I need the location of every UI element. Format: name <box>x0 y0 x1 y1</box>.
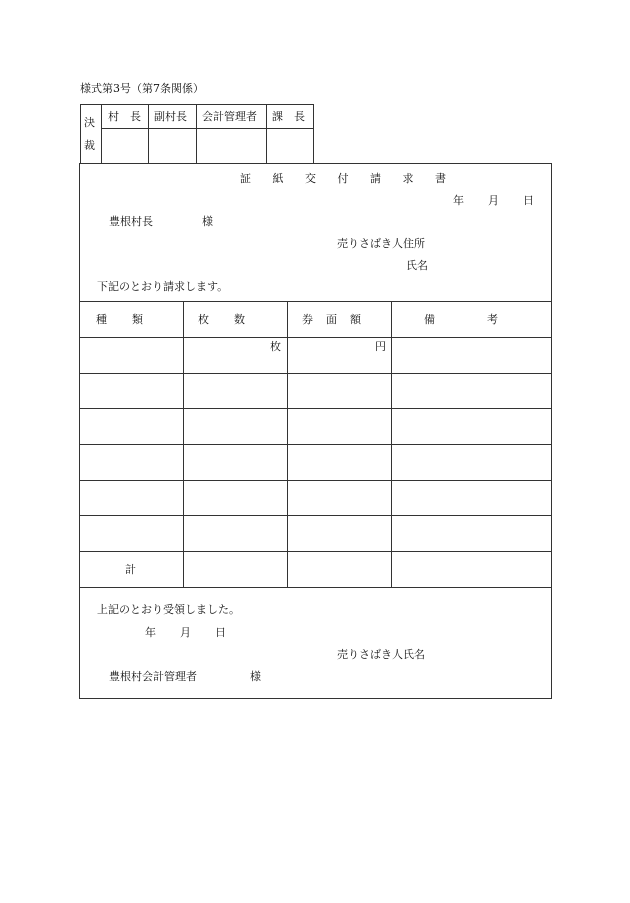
receipt-text: 上記のとおり受領しました。 <box>97 603 240 616</box>
receipt-month: 月 <box>180 626 191 639</box>
addressee-honorific: 様 <box>202 215 213 228</box>
total-label: 計 <box>125 563 136 576</box>
approval-label-2: 裁 <box>84 139 95 152</box>
unit-yen: 円 <box>375 340 386 353</box>
seller-address-label: 売りさばき人住所 <box>337 237 425 250</box>
request-text: 下記のとおり請求します。 <box>97 280 229 293</box>
date-month: 月 <box>488 194 499 207</box>
approval-label-1: 決 <box>84 116 95 129</box>
form-title: 証 紙 交 付 請 求 書 <box>240 172 455 185</box>
receipt-year: 年 <box>145 626 156 639</box>
receipt-honorific: 様 <box>250 670 261 683</box>
approval-header-section-chief: 課 長 <box>272 110 305 123</box>
header-face-value: 券 面 額 <box>302 313 362 326</box>
form-number: 様式第3号（第7条関係） <box>80 82 204 95</box>
receipt-addressee-name: 豊根村会計管理者 <box>109 670 197 683</box>
date-year: 年 <box>453 194 464 207</box>
seller-name-label: 氏名 <box>406 259 428 272</box>
unit-sheets: 枚 <box>270 340 281 353</box>
header-type: 種 類 <box>96 313 144 326</box>
approval-header-deputy: 副村長 <box>154 110 187 123</box>
receipt-seller-name-label: 売りさばき人氏名 <box>337 648 425 661</box>
date-day: 日 <box>523 194 534 207</box>
receipt-day: 日 <box>215 626 226 639</box>
header-remarks: 備 考 <box>424 313 508 326</box>
approval-header-accounting: 会計管理者 <box>202 110 257 123</box>
addressee-name: 豊根村長 <box>109 215 153 228</box>
header-count: 枚 数 <box>198 313 246 326</box>
approval-header-mayor: 村 長 <box>108 110 141 123</box>
main-form-frame <box>79 163 552 699</box>
